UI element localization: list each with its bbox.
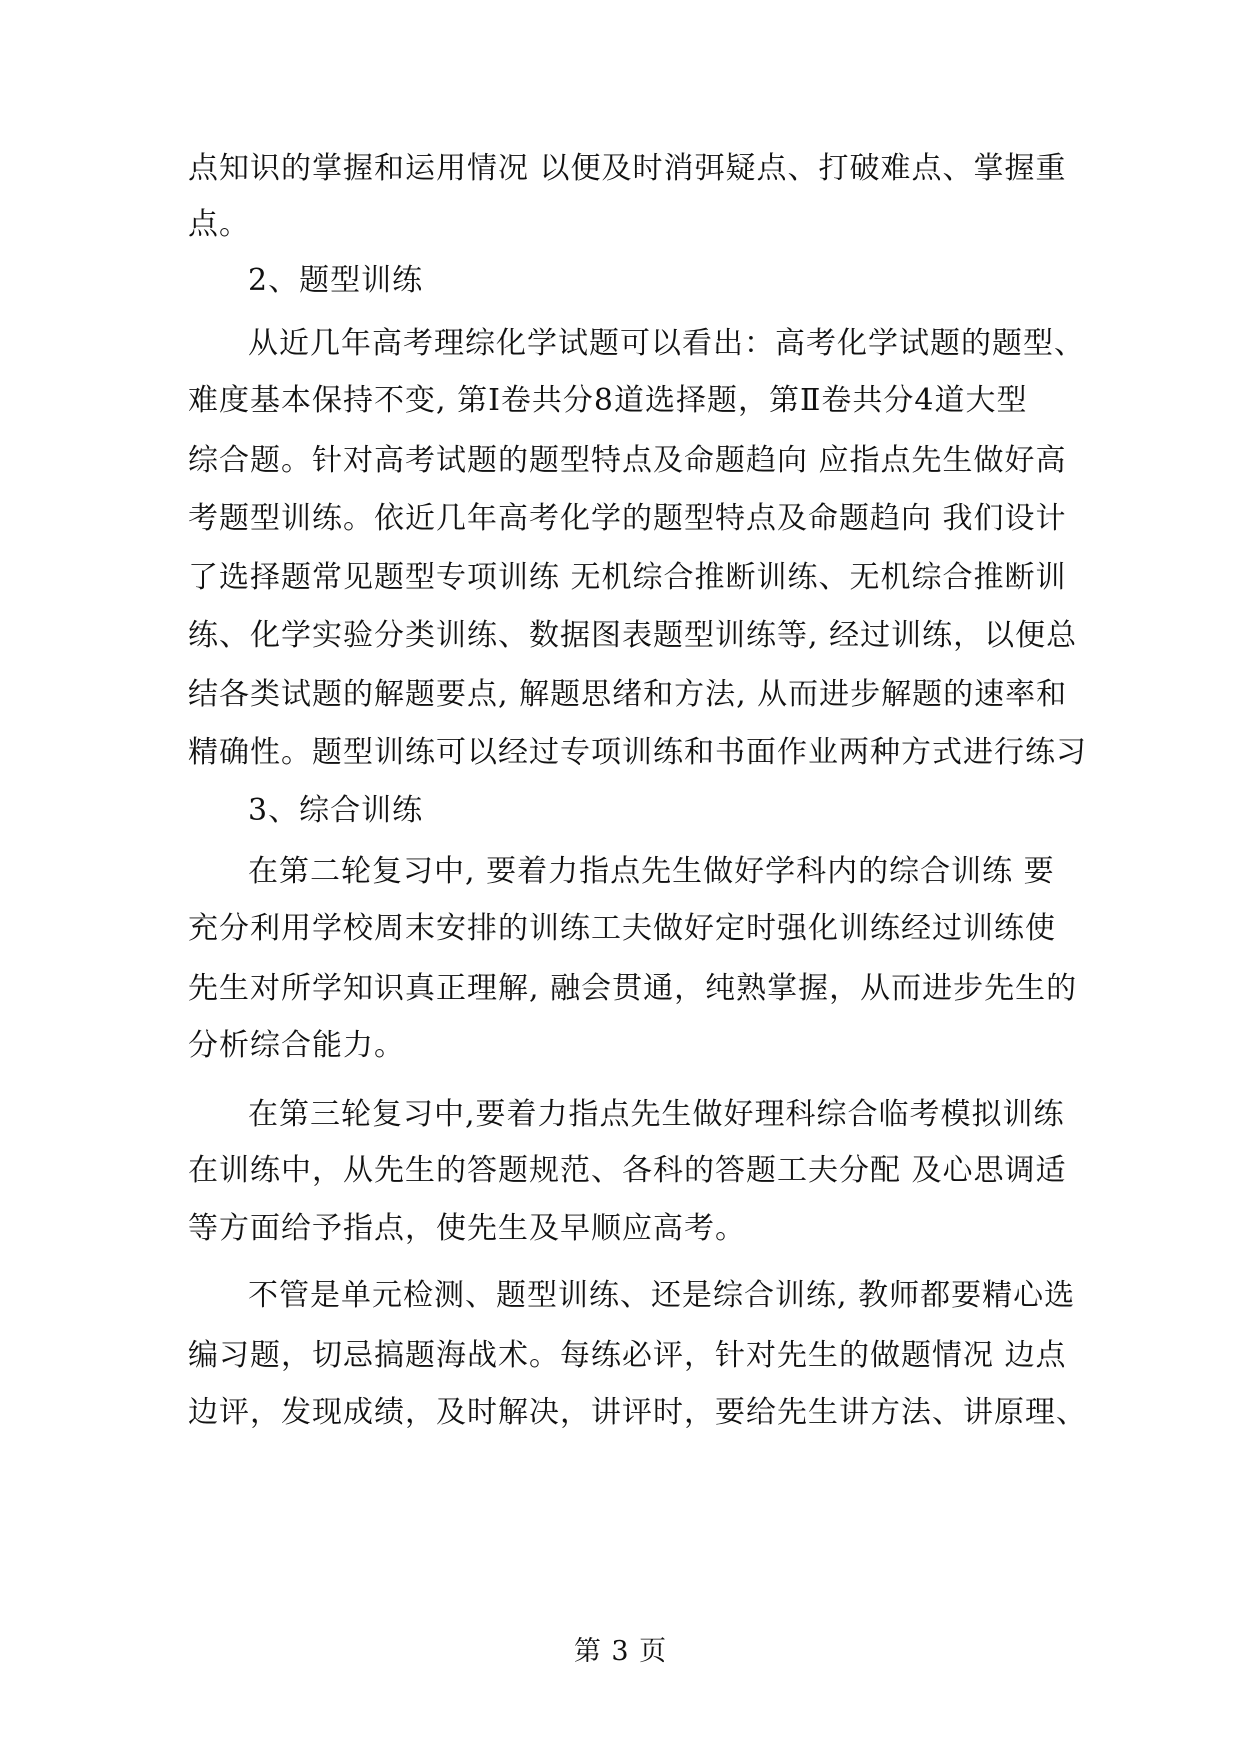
text-line: 点。 (188, 207, 250, 242)
text-line: 考题型训练。依近几年高考化学的题型特点及命题趋向 我们设计 (188, 501, 1067, 536)
text-line: 边评，发现成绩，及时解决，讲评时，要给先生讲方法、讲原理、 (188, 1395, 1087, 1430)
text-line: 点知识的掌握和运用情况 以便及时消弭疑点、打破难点、掌握重 (188, 151, 1067, 186)
text-line: 从近几年高考理综化学试题可以看出：高考化学试题的题型、 (248, 326, 1085, 361)
text-line: 练、化学实验分类训练、数据图表题型训练等, 经过训练，以便总 (188, 618, 1078, 653)
text-line: 编习题，切忌搞题海战术。每练必评，针对先生的做题情况 边点 (188, 1338, 1067, 1373)
text-line: 精确性。题型训练可以经过专项训练和书面作业两种方式进行练习 (188, 735, 1087, 770)
text-line: 在第二轮复习中, 要着力指点先生做好学科内的综合训练 要 (248, 854, 1055, 889)
text-line: 不管是单元检测、题型训练、还是综合训练, 教师都要精心选 (248, 1278, 1076, 1313)
text-line: 充分利用学校周末安排的训练工夫做好定时强化训练经过训练使 (188, 911, 1056, 946)
text-line: 等方面给予指点，使先生及早顺应高考。 (188, 1211, 746, 1246)
text-line: 难度基本保持不变, 第Ⅰ卷共分8道选择题，第Ⅱ卷共分4道大型 (188, 383, 1028, 418)
text-line: 结各类试题的解题要点, 解题思绪和方法, 从而进步解题的速率和 (188, 677, 1068, 712)
text-line: 先生对所学知识真正理解, 融会贯通，纯熟掌握，从而进步先生的 (188, 971, 1078, 1006)
text-line: 分析综合能力。 (188, 1028, 405, 1063)
text-line: 综合题。针对高考试题的题型特点及命题趋向 应指点先生做好高 (188, 443, 1067, 478)
section-heading: 2、题型训练 (248, 263, 424, 298)
text-line: 在训练中，从先生的答题规范、各科的答题工夫分配 及心思调适 (188, 1153, 1067, 1188)
text-line: 了选择题常见题型专项训练 无机综合推断训练、无机综合推断训 (188, 560, 1067, 595)
section-heading: 3、综合训练 (248, 793, 424, 828)
text-line: 在第三轮复习中,要着力指点先生做好理科综合临考模拟训练 (248, 1097, 1065, 1132)
page-number: 第 3 页 (573, 1636, 668, 1667)
